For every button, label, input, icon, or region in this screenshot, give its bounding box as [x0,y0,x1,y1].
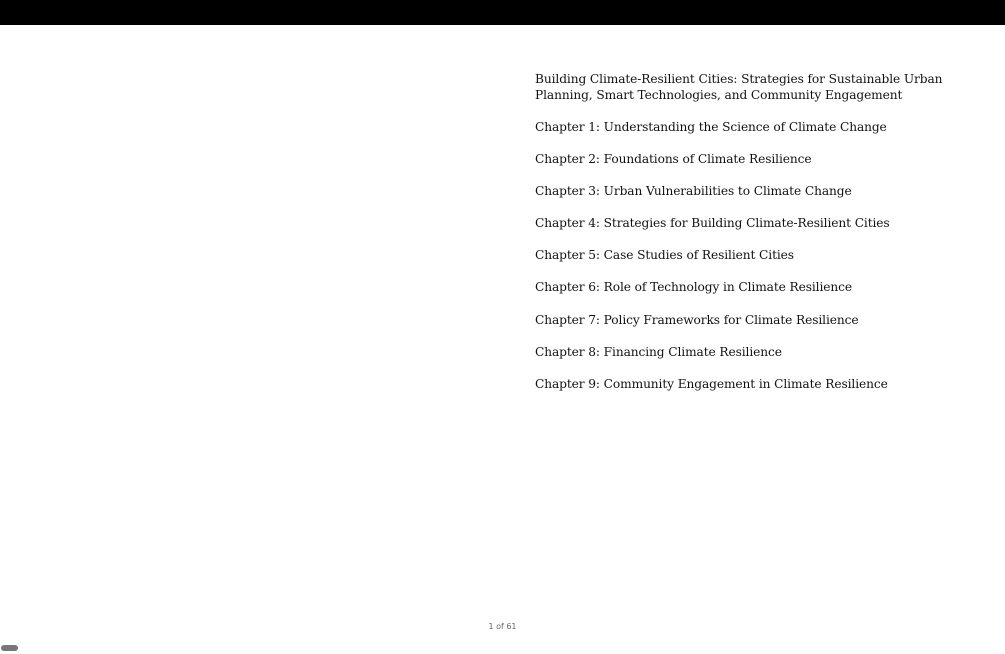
page-indicator: 1 of 61 [488,622,517,631]
toc-item-chapter-8[interactable]: Chapter 8: Financing Climate Resilience [535,344,782,359]
toc-item-chapter-9[interactable]: Chapter 9: Community Engagement in Climate Resilience [535,376,888,391]
top-bar [0,0,1005,25]
toc-item-chapter-6[interactable]: Chapter 6: Role of Technology in Climate Resilience [535,280,852,295]
toc-item-chapter-2[interactable]: Chapter 2: Foundations of Climate Resilience [535,152,812,167]
toc-item-chapter-5[interactable]: Chapter 5: Case Studies of Resilient Cities [535,248,794,263]
toc-item-chapter-3[interactable]: Chapter 3: Urban Vulnerabilities to Climate Change [535,184,852,199]
book-title: Building Climate-Resilient Cities: Strategies for Sustainable Urban Planning, Smart Technologies, and Community Engagement [535,72,943,102]
toc-list [535,120,995,409]
scroll-handle[interactable] [1,645,18,651]
right-page-table-of-contents [535,25,995,409]
left-page-blank [0,25,502,625]
toc-item-chapter-1[interactable]: Chapter 1: Understanding the Science of Climate Change [535,120,887,134]
toc-item-chapter-7[interactable]: Chapter 7: Policy Frameworks for Climate Resilience [535,312,859,327]
toc-item-chapter-4[interactable]: Chapter 4: Strategies for Building Climate-Resilient Cities [535,216,890,231]
